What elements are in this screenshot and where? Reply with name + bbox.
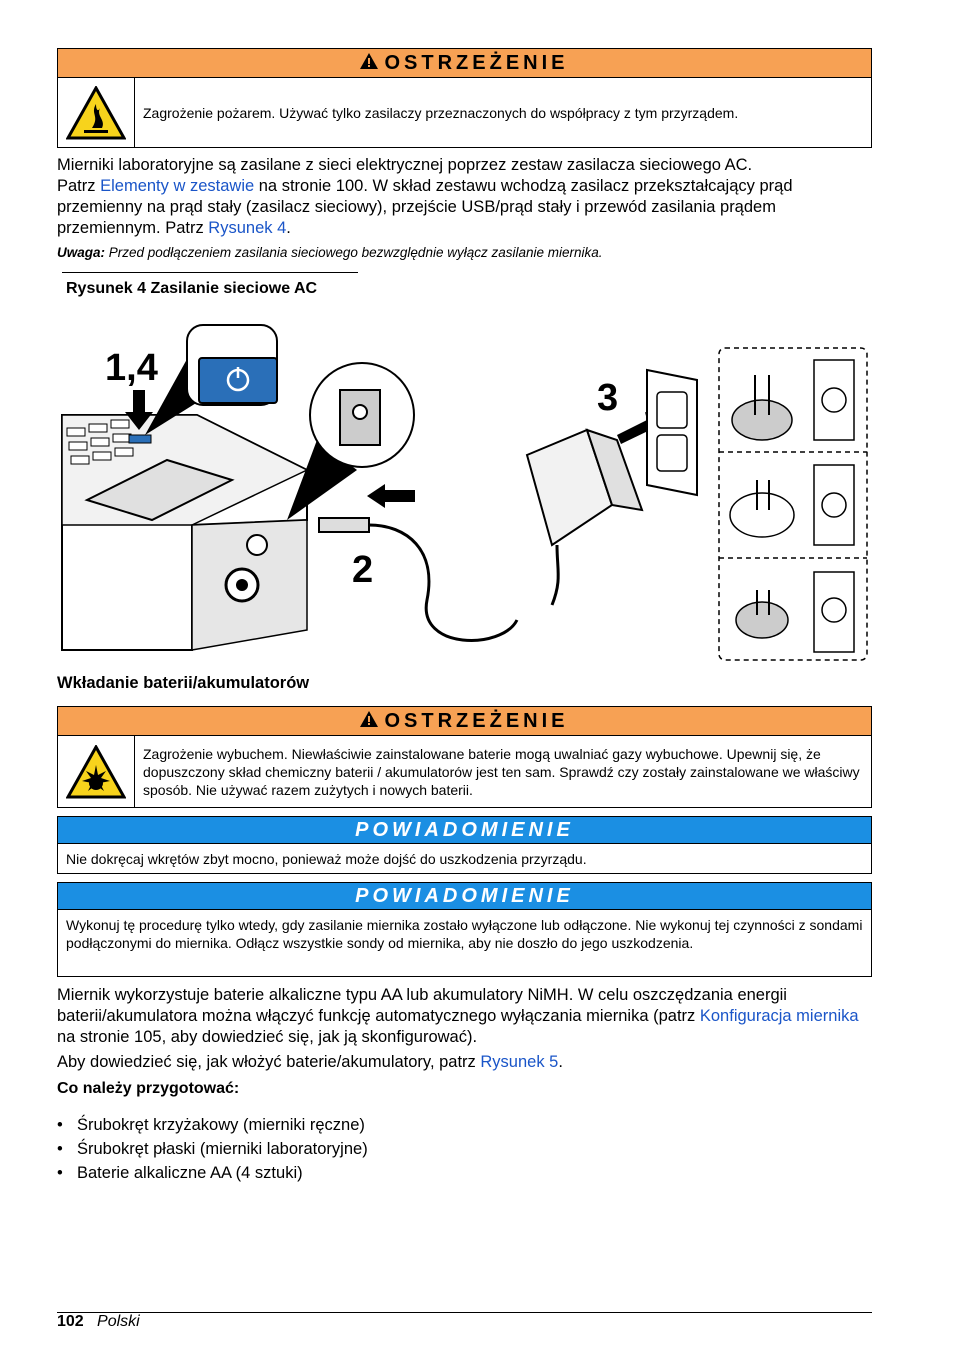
warning-header bbox=[58, 707, 871, 736]
prep-title: Co należy przygotować: bbox=[57, 1080, 240, 1097]
figure-caption: Rysunek 4 Zasilanie sieciowe AC bbox=[66, 280, 318, 297]
explosion-hazard-icon bbox=[58, 736, 135, 808]
callout-2: 2 bbox=[352, 549, 374, 591]
caption-rule bbox=[62, 272, 358, 273]
warning-box-explosion bbox=[57, 706, 872, 808]
see-figure-paragraph: Aby dowiedzieć się, jak włożyć baterie/akumulatory, patrz Rysunek 5. bbox=[57, 1053, 563, 1071]
list-item: • Baterie alkaliczne AA (4 sztuki) bbox=[57, 1164, 303, 1182]
warning-header bbox=[58, 49, 871, 78]
link-rysunek-5[interactable]: Rysunek 5 bbox=[480, 1053, 559, 1071]
warning-header-text: OSTRZEŻENIE bbox=[384, 51, 569, 74]
warning-box-fire bbox=[57, 48, 872, 148]
footer-rule bbox=[57, 1312, 872, 1313]
link-elementy-w-zestawie[interactable]: Elementy w zestawie bbox=[100, 177, 255, 195]
list-item: • Śrubokręt krzyżakowy (mierniki ręczne) bbox=[57, 1116, 365, 1134]
warning-text: Zagrożenie wybuchem. Niewłaściwie zainstalowane baterie mogą uwalniać gazy wybuchowe. Upewnij się, że dopuszczony skład chemiczny baterii / akumulatorów jest ten sam. Sprawdź czy zostały zainstalowane we właściwy sposób. Nie używać razem zużytych i nowych baterii. bbox=[143, 746, 860, 798]
warning-header-text: OSTRZEŻENIE bbox=[384, 709, 569, 732]
notice-header: POWIADOMIENIE bbox=[58, 817, 871, 844]
power-supply-illustration bbox=[57, 320, 872, 665]
page-number: 102 bbox=[57, 1313, 84, 1330]
section-title: Wkładanie baterii/akumulatorów bbox=[57, 674, 310, 692]
link-rysunek-4[interactable]: Rysunek 4 bbox=[208, 219, 287, 237]
intro-paragraph: Mierniki laboratoryjne są zasilane z sieci elektrycznej poprzez zestaw zasilacza sieciowego AC. Patrz Elementy w zestawie na stronie 100. W skład zestawu wchodzą zasilacz przekształcający prąd przemienny na prąd stały (zasilacz sieciowy), przejście USB/prąd stały i przewód zasilania prądem przemiennym. Patrz Rysunek 4. bbox=[57, 156, 793, 237]
callout-1-4: 1,4 bbox=[105, 347, 158, 389]
notice-text: Wykonuj tę procedurę tylko wtedy, gdy zasilanie miernika zostało wyłączone lub odłączone. Nie wykonuj tej czynności z sondami podłączonymi do miernika. Odłącz wszystkie sondy od miernika, aby nie doszło do jego uszkodzenia. bbox=[66, 917, 863, 951]
link-konfiguracja-miernika[interactable]: Konfiguracja miernika bbox=[699, 1007, 859, 1025]
warning-triangle-icon bbox=[360, 52, 378, 75]
notice-text: Nie dokręcaj wkrętów zbyt mocno, ponieważ może dojść do uszkodzenia przyrządu. bbox=[66, 851, 587, 867]
footer-language: Polski bbox=[97, 1313, 140, 1330]
warning-text: Zagrożenie pożarem. Używać tylko zasilaczy przeznaczonych do współpracy z tym przyrządem. bbox=[143, 105, 739, 121]
footer bbox=[57, 1313, 140, 1331]
notice-box-1 bbox=[57, 816, 872, 874]
notice-header: POWIADOMIENIE bbox=[58, 883, 871, 910]
list-item: • Śrubokręt płaski (mierniki laboratoryjne) bbox=[57, 1140, 368, 1158]
warning-triangle-icon bbox=[360, 710, 378, 733]
note: Uwaga: Przed podłączeniem zasilania sieciowego bezwzględnie wyłącz zasilanie miernika. bbox=[57, 245, 603, 260]
fire-hazard-icon bbox=[58, 78, 135, 148]
battery-paragraph: Miernik wykorzystuje baterie alkaliczne typu AA lub akumulatory NiMH. W celu oszczędzania energii baterii/akumulatora można włączyć funkcję automatycznego wyłączania miernika (patrz Konfiguracja miernika na stronie 105, aby dowiedzieć się, jak ją skonfigurować). bbox=[57, 986, 859, 1046]
callout-3: 3 bbox=[597, 377, 619, 419]
notice-box-2 bbox=[57, 882, 872, 977]
